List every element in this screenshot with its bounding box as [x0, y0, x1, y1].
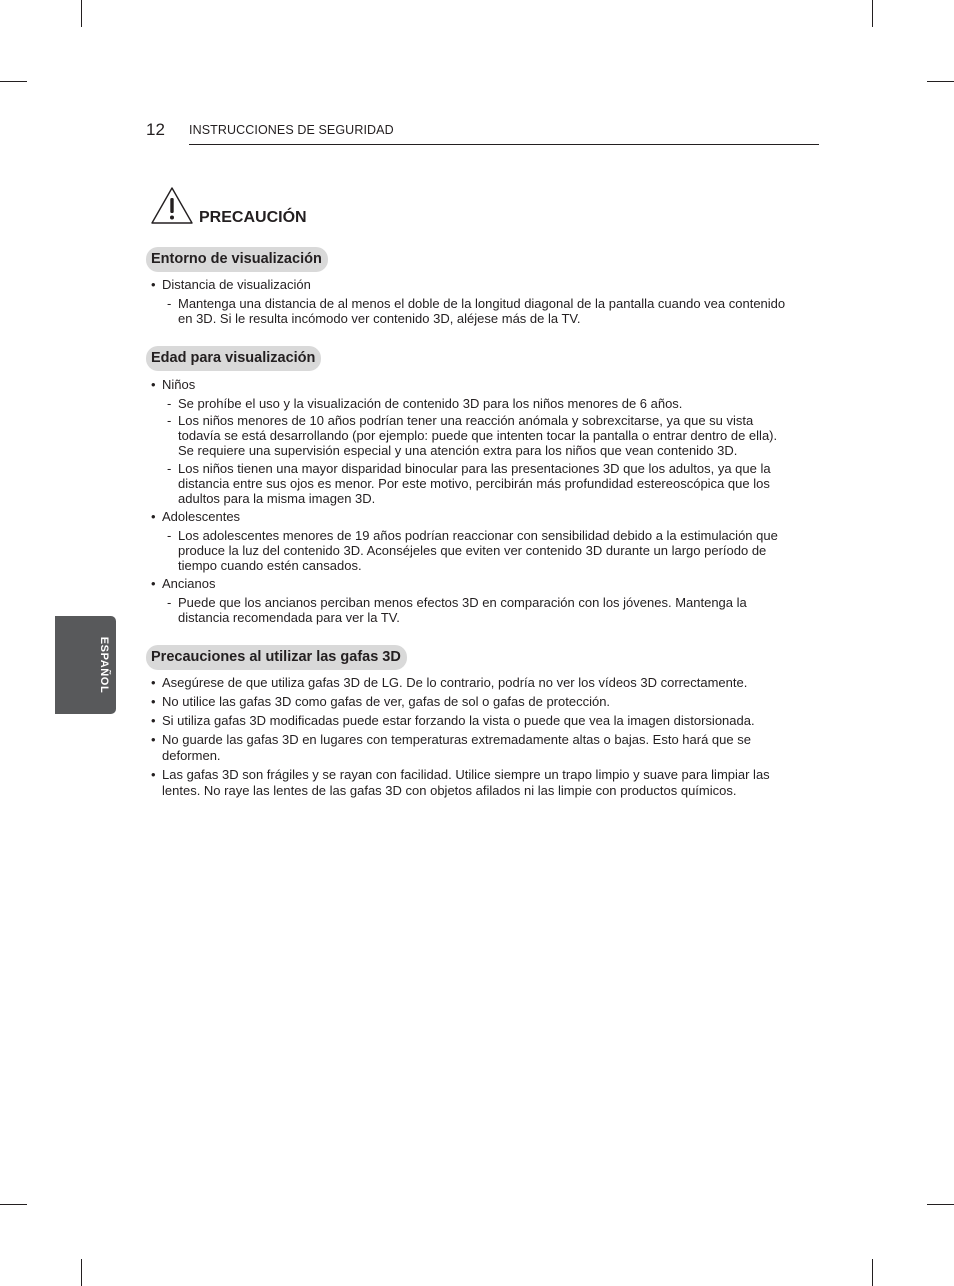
crop-mark: [927, 81, 954, 82]
warning-triangle-icon: [150, 186, 194, 226]
list-item-line: lentes. No raye las lentes de las gafas 3D con objetos afilados ni las limpie con productos químicos.: [162, 783, 737, 798]
sub-item-line: tiempo cuando estén cansados.: [178, 558, 362, 573]
dash-marker: -: [167, 396, 172, 411]
crop-mark: [872, 0, 873, 27]
dash-marker: -: [167, 528, 172, 543]
sub-item-line: Se prohíbe el uso y la visualización de contenido 3D para los niños menores de 6 años.: [178, 396, 683, 411]
sub-item-line: adultos para la misma imagen 3D.: [178, 491, 376, 506]
list-item-label: Niños: [162, 377, 196, 392]
sub-item-line: Puede que los ancianos perciban menos efectos 3D en comparación con los jóvenes. Mantenga la: [178, 595, 747, 610]
section-heading: Entorno de visualización: [146, 247, 328, 272]
crop-mark: [81, 1259, 82, 1286]
bullet-marker: •: [151, 277, 156, 292]
list-item-line: No utilice las gafas 3D como gafas de ver, gafas de sol o gafas de protección.: [162, 694, 611, 709]
sub-item-line: Los adolescentes menores de 19 años podrían reaccionar con sensibilidad debido a la estimulación que: [178, 528, 778, 543]
language-side-tab-label: ESPAÑOL: [98, 636, 110, 694]
bullet-marker: •: [151, 576, 156, 591]
list-item-label: Adolescentes: [162, 509, 241, 524]
bullet-marker: •: [151, 509, 156, 524]
dash-marker: -: [167, 595, 172, 610]
dash-marker: -: [167, 461, 172, 476]
bullet-marker: •: [151, 713, 156, 728]
list-item-label: Distancia de visualización: [162, 277, 311, 292]
section-heading: Precauciones al utilizar las gafas 3D: [146, 645, 407, 670]
sub-item-line: Se requiere una supervisión especial y una atención extra para los niños que vean contenido 3D.: [178, 443, 738, 458]
crop-mark: [0, 1204, 27, 1205]
dash-marker: -: [167, 296, 172, 311]
bullet-marker: •: [151, 675, 156, 690]
section-heading: Edad para visualización: [146, 346, 321, 371]
page-number: 12: [146, 120, 165, 139]
bullet-marker: •: [151, 767, 156, 782]
crop-mark: [927, 1204, 954, 1205]
crop-mark: [872, 1259, 873, 1286]
list-item-line: Las gafas 3D son frágiles y se rayan con facilidad. Utilice siempre un trapo limpio y suave para limpiar las: [162, 767, 770, 782]
crop-mark: [0, 81, 27, 82]
bullet-marker: •: [151, 377, 156, 392]
sub-item-line: distancia entre sus ojos es menor. Por este motivo, percibirán más profundidad estereoscópica que los: [178, 476, 770, 491]
sub-item-line: Mantenga una distancia de al menos el doble de la longitud diagonal de la pantalla cuando vea contenido: [178, 296, 786, 311]
list-item-line: deformen.: [162, 748, 221, 763]
sub-item-line: en 3D. Si le resulta incómodo ver contenido 3D, aléjese más de la TV.: [178, 311, 581, 326]
list-item-line: Asegúrese de que utiliza gafas 3D de LG. De lo contrario, podría no ver los vídeos 3D correctamente.: [162, 675, 748, 690]
list-item-line: Si utiliza gafas 3D modificadas puede estar forzando la vista o puede que vea la imagen distorsionada.: [162, 713, 755, 728]
sub-item-line: Los niños menores de 10 años podrían tener una reacción anómala y sobrexcitarse, ya que su vista: [178, 413, 754, 428]
list-item-line: No guarde las gafas 3D en lugares con temperaturas extremadamente altas o bajas. Esto hará que se: [162, 732, 751, 747]
sub-item-line: todavía se está desarrollando (por ejemplo: puede que intenten tocar la pantalla o entrar dentro de ella).: [178, 428, 778, 443]
crop-mark: [81, 0, 82, 27]
sub-item-line: distancia recomendada para ver la TV.: [178, 610, 400, 625]
sub-item-line: produce la luz del contenido 3D. Aconséjeles que eviten ver contenido 3D durante un largo período de: [178, 543, 767, 558]
header-rule: [189, 144, 819, 145]
sub-item-line: Los niños tienen una mayor disparidad binocular para las presentaciones 3D que los adultos, ya que la: [178, 461, 771, 476]
bullet-marker: •: [151, 732, 156, 747]
section-header-title: INSTRUCCIONES DE SEGURIDAD: [189, 123, 394, 137]
bullet-marker: •: [151, 694, 156, 709]
caution-title: PRECAUCIÓN: [199, 209, 307, 226]
list-item-label: Ancianos: [162, 576, 216, 591]
dash-marker: -: [167, 413, 172, 428]
